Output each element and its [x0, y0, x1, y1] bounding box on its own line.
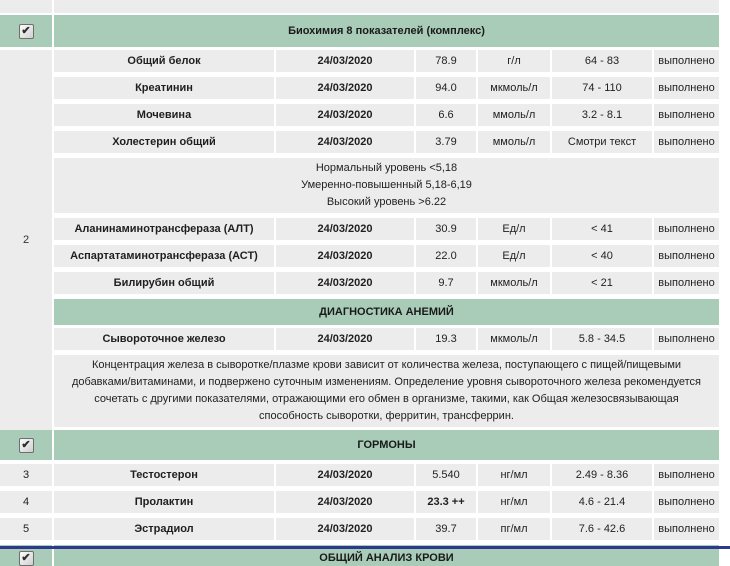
- cbc-section-title: ОБЩИЙ АНАЛИЗ КРОВИ: [54, 545, 719, 566]
- test-range: < 41: [552, 218, 652, 240]
- test-unit: нг/мл: [478, 491, 550, 513]
- section-header-hormones: [0, 430, 719, 460]
- note-line: Умеренно-повышенный 5,18-6,19: [301, 179, 472, 191]
- table-row: [54, 104, 719, 126]
- test-range: < 21: [552, 272, 652, 294]
- test-date: 24/03/2020: [276, 464, 414, 486]
- partial-note-cell: [54, 0, 719, 13]
- test-status: выполнено: [654, 218, 719, 240]
- test-status: выполнено: [654, 245, 719, 267]
- item-group-2: [0, 50, 719, 430]
- test-range: 3.2 - 8.1: [552, 104, 652, 126]
- test-unit: ммоль/л: [478, 131, 550, 153]
- test-unit: мкмоль/л: [478, 328, 550, 350]
- bottom-divider: [0, 546, 730, 549]
- test-date: 24/03/2020: [276, 131, 414, 153]
- test-date: 24/03/2020: [276, 518, 414, 540]
- test-range: 5.8 - 34.5: [552, 328, 652, 350]
- test-name: Холестерин общий: [54, 131, 274, 153]
- item-number: 3: [0, 464, 52, 486]
- table-row: [0, 491, 719, 513]
- checkmark-icon: ✔: [21, 552, 31, 564]
- test-value: 6.6: [416, 104, 476, 126]
- item-number: 2: [0, 50, 52, 430]
- test-name: Аланинаминотрансфераза (АЛТ): [54, 218, 274, 240]
- test-unit: мкмоль/л: [478, 77, 550, 99]
- item-number: 5: [0, 518, 52, 540]
- test-date: 24/03/2020: [276, 245, 414, 267]
- table-row: [0, 464, 719, 486]
- test-value: 30.9: [416, 218, 476, 240]
- test-status: выполнено: [654, 77, 719, 99]
- test-name: Мочевина: [54, 104, 274, 126]
- test-status: выполнено: [654, 131, 719, 153]
- test-range: 64 - 83: [552, 50, 652, 72]
- test-date: 24/03/2020: [276, 104, 414, 126]
- test-name: Креатинин: [54, 77, 274, 99]
- test-name: Сывороточное железо: [54, 328, 274, 350]
- item-group-2-body: [54, 50, 719, 430]
- test-range: 2.49 - 8.36: [552, 464, 652, 486]
- section-header-biochem: [0, 15, 719, 47]
- checkmark-icon: ✔: [21, 438, 31, 451]
- test-unit: мкмоль/л: [478, 272, 550, 294]
- test-date: 24/03/2020: [276, 50, 414, 72]
- test-status: выполнено: [654, 104, 719, 126]
- checkmark-icon: ✔: [21, 24, 31, 37]
- test-unit: Ед/л: [478, 245, 550, 267]
- biochem-section-title: Биохимия 8 показателей (комплекс): [54, 15, 719, 47]
- biochem-checkbox-cell: [0, 15, 52, 47]
- test-unit: ммоль/л: [478, 104, 550, 126]
- test-name: Эстрадиол: [54, 518, 274, 540]
- test-unit: пг/мл: [478, 518, 550, 540]
- table-row: [54, 272, 719, 294]
- hormones-checkbox-cell: [0, 430, 52, 460]
- test-date: 24/03/2020: [276, 272, 414, 294]
- test-status: выполнено: [654, 272, 719, 294]
- test-name: Билирубин общий: [54, 272, 274, 294]
- test-range: Смотри текст: [552, 131, 652, 153]
- test-unit: Ед/л: [478, 218, 550, 240]
- test-value-flagged: 23.3 ++: [416, 491, 476, 513]
- note-line: Высокий уровень >6.22: [326, 196, 447, 208]
- iron-note: Концентрация железа в сыворотке/плазме крови зависит от количества железа, поступающего с пищей/пищевыми добавками/витаминами, и подвержено суточным изменениям. Определение уровня сывороточного железа рекомендуется сочетать с другими показателями, отражающими его обмен в организме, такими, как Общая железосвязывающая способность сыворотки, ферритин, трансферрин.: [54, 355, 719, 427]
- test-date: 24/03/2020: [276, 328, 414, 350]
- test-value: 22.0: [416, 245, 476, 267]
- test-name: Пролактин: [54, 491, 274, 513]
- test-status: выполнено: [654, 518, 719, 540]
- table-row: [54, 131, 719, 153]
- anemia-section-title: ДИАГНОСТИКА АНЕМИЙ: [54, 299, 719, 325]
- biochem-checkbox[interactable]: [19, 24, 34, 39]
- cholesterol-note: [54, 158, 719, 213]
- note-line: Нормальный уровень <5,18: [315, 162, 458, 174]
- test-name: Общий белок: [54, 50, 274, 72]
- test-range: 7.6 - 42.6: [552, 518, 652, 540]
- test-value: 3.79: [416, 131, 476, 153]
- test-status: выполнено: [654, 328, 719, 350]
- hormones-section-title: ГОРМОНЫ: [54, 430, 719, 460]
- test-value: 39.7: [416, 518, 476, 540]
- table-row: [54, 77, 719, 99]
- test-date: 24/03/2020: [276, 491, 414, 513]
- test-status: выполнено: [654, 464, 719, 486]
- partial-left-cell: [0, 0, 52, 13]
- cbc-checkbox[interactable]: [19, 551, 34, 566]
- test-name: Аспартатаминотрансфераза (АСТ): [54, 245, 274, 267]
- test-value: 94.0: [416, 77, 476, 99]
- test-status: выполнено: [654, 50, 719, 72]
- test-range: 74 - 110: [552, 77, 652, 99]
- table-row: [54, 50, 719, 72]
- test-status: выполнено: [654, 491, 719, 513]
- partial-previous-row: [0, 0, 719, 13]
- table-row: [0, 518, 719, 540]
- test-name: Тестостерон: [54, 464, 274, 486]
- test-range: 4.6 - 21.4: [552, 491, 652, 513]
- test-value: 5.540: [416, 464, 476, 486]
- test-date: 24/03/2020: [276, 218, 414, 240]
- test-value: 19.3: [416, 328, 476, 350]
- test-value: 78.9: [416, 50, 476, 72]
- test-date: 24/03/2020: [276, 77, 414, 99]
- hormones-checkbox[interactable]: [19, 438, 34, 453]
- table-row: [54, 218, 719, 240]
- test-unit: нг/мл: [478, 464, 550, 486]
- test-value: 9.7: [416, 272, 476, 294]
- table-row: [54, 245, 719, 267]
- table-row: [54, 328, 719, 350]
- item-number: 4: [0, 491, 52, 513]
- test-unit: г/л: [478, 50, 550, 72]
- test-range: < 40: [552, 245, 652, 267]
